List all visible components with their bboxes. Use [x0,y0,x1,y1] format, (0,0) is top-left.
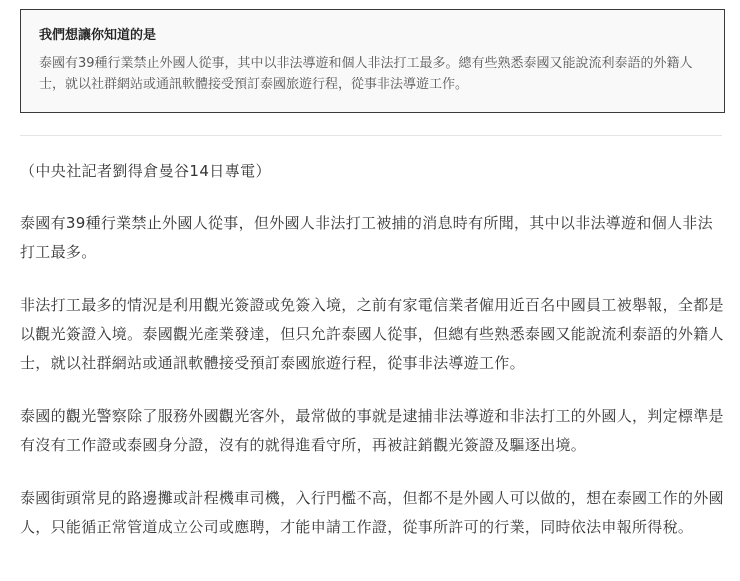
article-paragraph-3: 泰國的觀光警察除了服務外國觀光客外，最常做的事就是逮捕非法導遊和非法打工的外國人，判定標準是有沒有工作證或泰國身分證，沒有的就得進看守所，再被註銷觀光簽證及驅逐出境。 [20,407,724,454]
article-body [20,158,725,566]
key-points-box [20,9,725,113]
key-points-title: 我們想讓你知道的是 [39,28,157,43]
article-paragraph-1: 泰國有39種行業禁止外國人從事，但外國人非法打工被捕的消息時有所聞，其中以非法導遊和個人非法打工最多。 [20,214,713,261]
article-paragraph-2: 非法打工最多的情況是利用觀光簽證或免簽入境，之前有家電信業者僱用近百名中國員工被舉報，全都是以觀光簽證入境。泰國觀光產業發達，但只允許泰國人從事，但總有些熟悉泰國又能說流利泰語的外籍人士，就以社群網站或通訊軟體接受預訂泰國旅遊行程，從事非法導遊工作。 [20,296,724,372]
key-points-text: 泰國有39種行業禁止外國人從事，其中以非法導遊和個人非法打工最多。總有些熟悉泰國又能說流利泰語的外籍人士，就以社群網站或通訊軟體接受預訂泰國旅遊行程，從事非法導遊工作。 [39,56,693,92]
article-paragraph-4: 泰國街頭常見的路邊攤或計程機車司機，入行門檻不高，但都不是外國人可以做的，想在泰國工作的外國人，只能循正常管道成立公司或應聘，才能申請工作證，從事所許可的行業，同時依法申報所得稅。 [20,489,724,536]
section-divider [20,135,722,136]
article-dateline: （中央社記者劉得倉曼谷14日專電） [20,162,271,180]
